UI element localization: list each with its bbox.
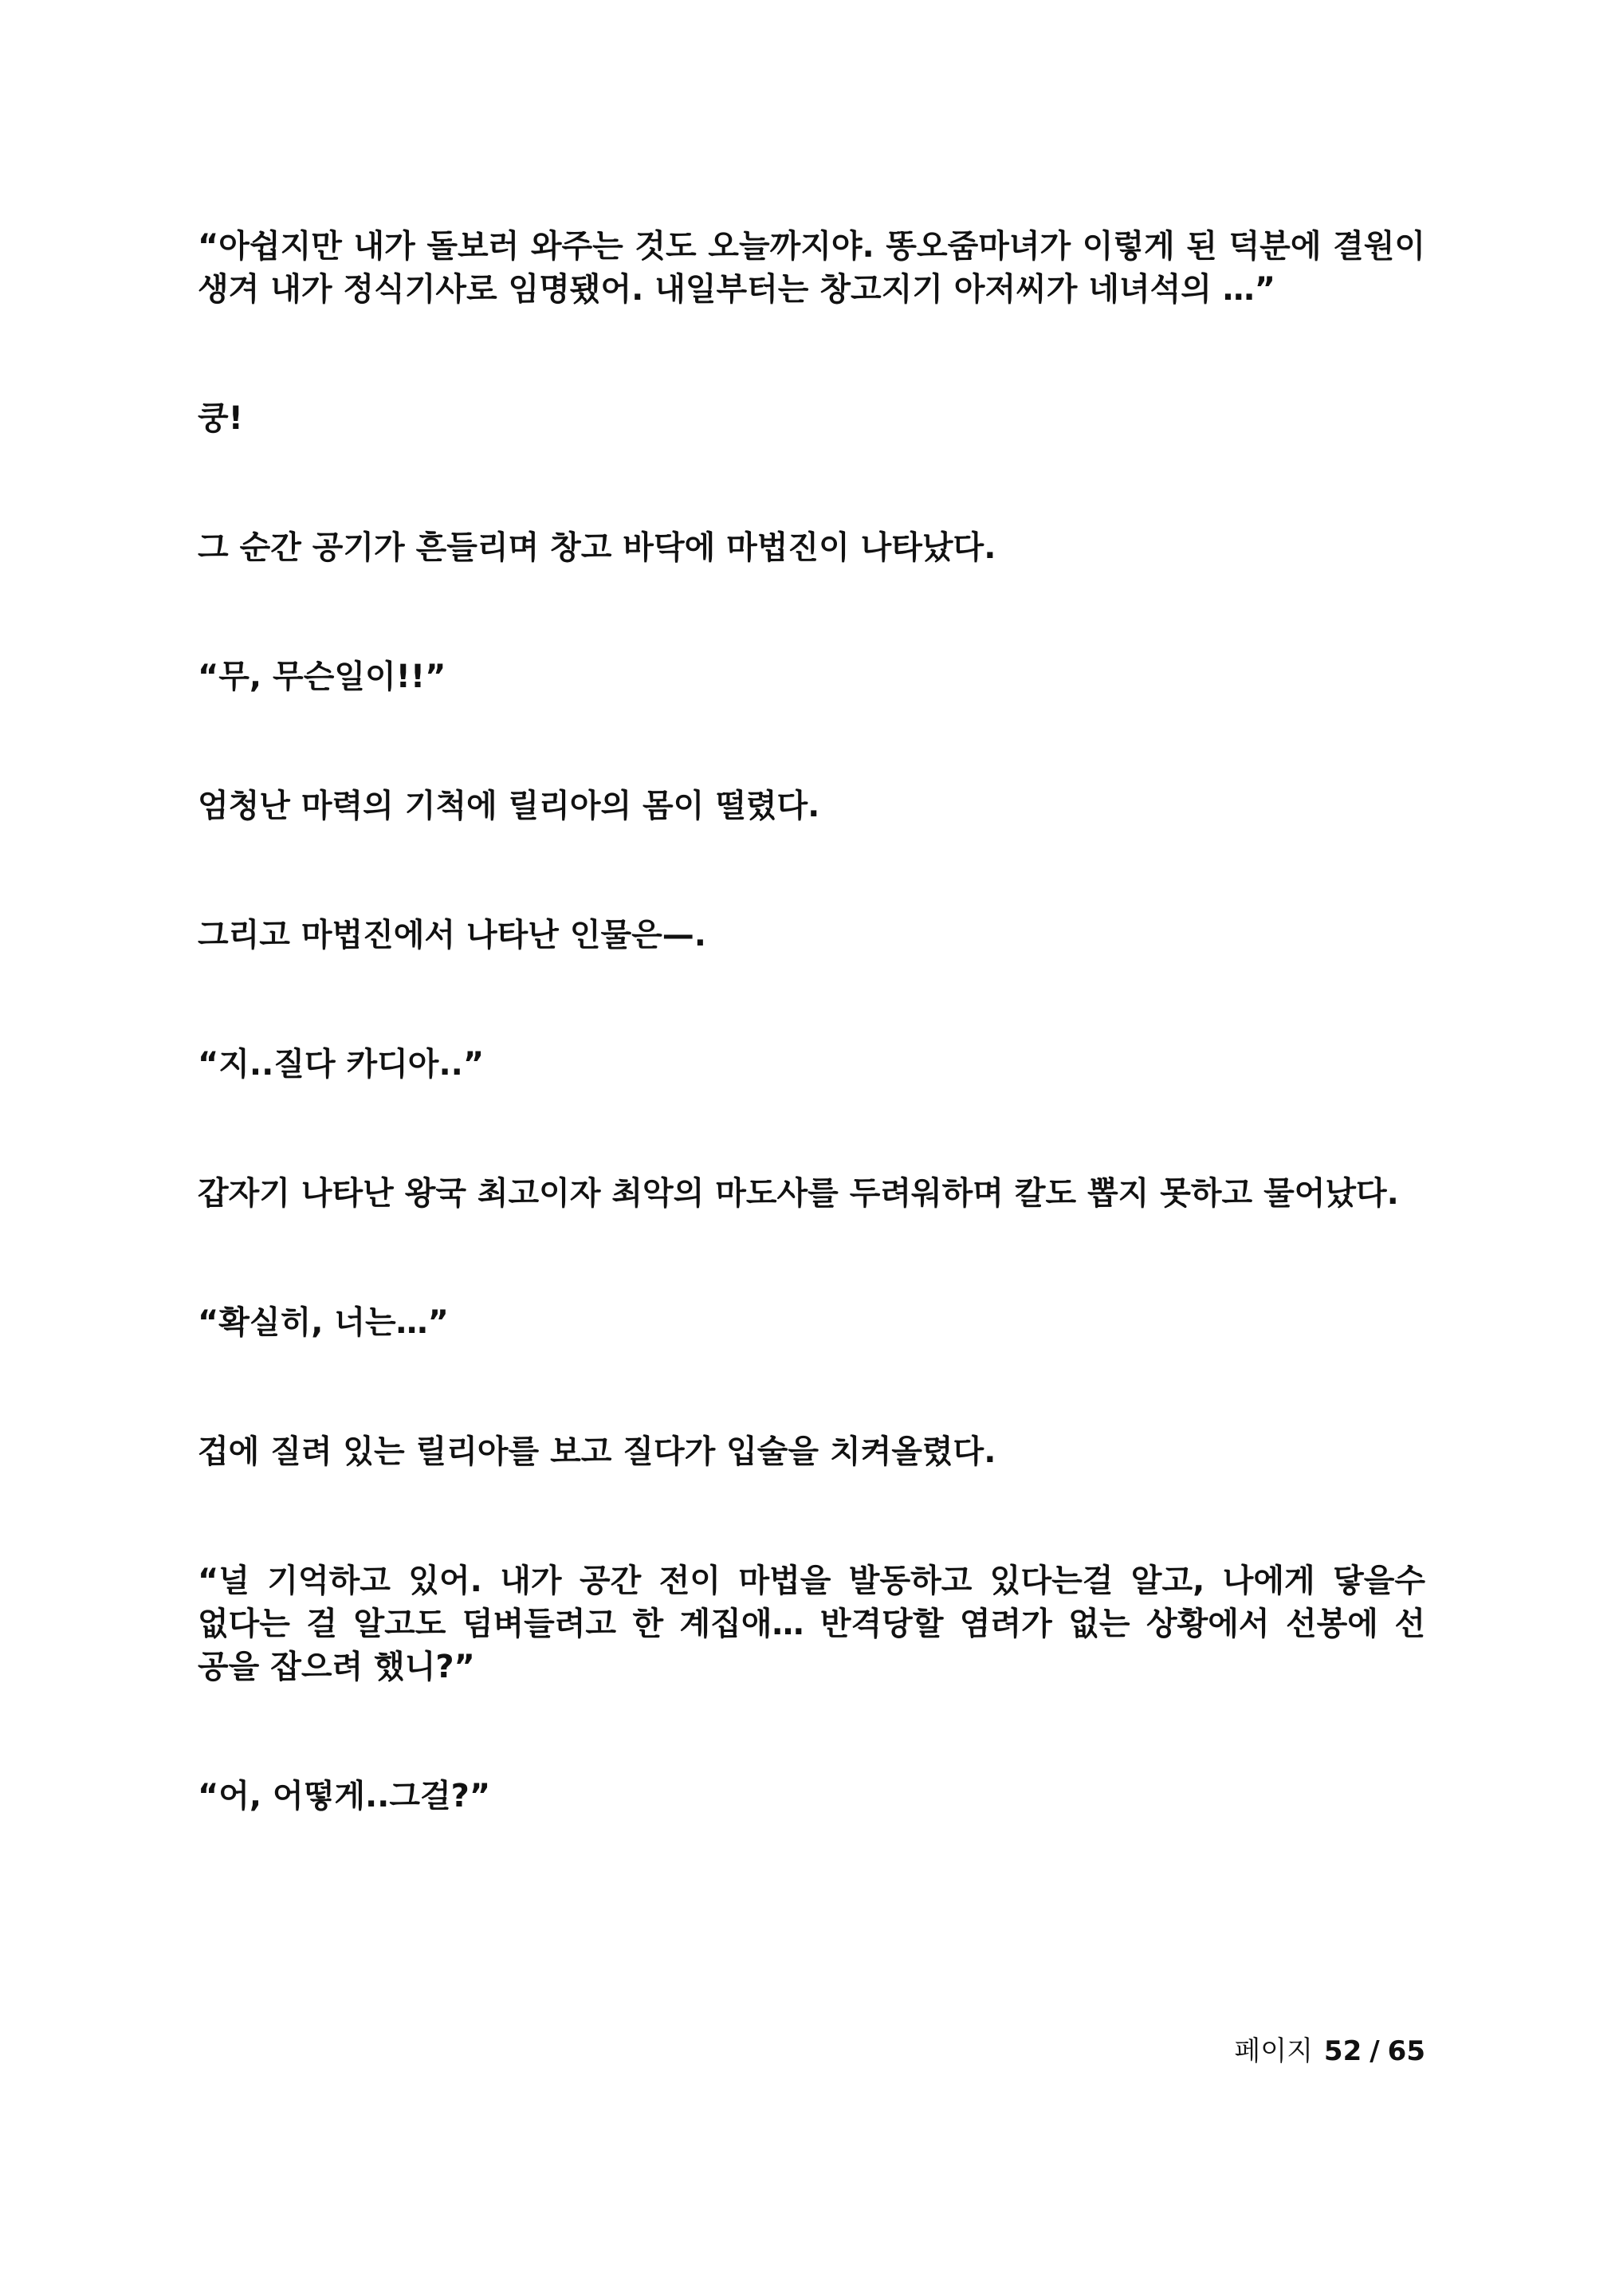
paragraph-gap (198, 1086, 1425, 1172)
page-footer (1234, 2029, 1425, 2068)
page-separator: / (1370, 2035, 1380, 2067)
paragraph-gap (198, 1344, 1425, 1430)
paragraph: “널 기억하고 있어. 내가 공간 전이 마법을 발동하고 있다는걸 알고, 나에게 닿을수 없다는 걸 알고도 덤벼들려고 한 계집애… 반격당할 염려가 없는 상황에서 선봉에 선 공을 잡으려 했니?” (198, 1563, 1425, 1685)
paragraph: “무, 무슨일이!!” (198, 659, 446, 695)
page-label: 페이지 (1234, 2035, 1313, 2067)
paragraph: “아쉽지만 내가 돌보러 와주는 것도 오늘까지야. 똥오줌마녀가 이렇게 된 덕분에 결원이 생겨 내가 정식기사로 임명됐어. 내일부터는 창고지기 아저씨가 네녀석의 …” (198, 228, 1425, 308)
paragraph-gap (198, 1473, 1425, 1559)
current-page-number: 52 (1323, 2035, 1362, 2067)
paragraph-gap (198, 440, 1425, 526)
paragraph: “어, 어떻게..그걸?” (198, 1778, 491, 1814)
paragraph: 쿵! (198, 400, 243, 437)
paragraph-gap (198, 698, 1425, 784)
paragraph: “지..질다 카디아..” (198, 1046, 485, 1083)
paragraph-gap (198, 1689, 1425, 1775)
page-body (198, 225, 1425, 1818)
paragraph-gap (198, 957, 1425, 1043)
paragraph: “확실히, 너는…” (198, 1304, 449, 1341)
paragraph-gap (198, 569, 1425, 655)
paragraph-gap (198, 828, 1425, 914)
paragraph: 엄청난 마력의 기척에 릴리아의 몸이 떨렸다. (198, 788, 820, 824)
paragraph-gap (198, 1215, 1425, 1301)
paragraph-gap (198, 311, 1425, 397)
paragraph: 갑자기 나타난 왕국 최고이자 최악의 마도사를 두려워하며 칼도 뽑지 못하고 물어났다. (198, 1175, 1399, 1212)
paragraph: 그리고 마법진에서 나타난 인물은—. (198, 917, 706, 953)
paragraph: 겁에 질려 있는 릴리아를 보고 질다가 입술을 치켜올렸다. (198, 1433, 996, 1470)
paragraph: 그 순간 공기가 흔들리며 창고 바닥에 마법진이 나타났다. (198, 529, 996, 566)
total-page-number: 65 (1387, 2035, 1425, 2067)
